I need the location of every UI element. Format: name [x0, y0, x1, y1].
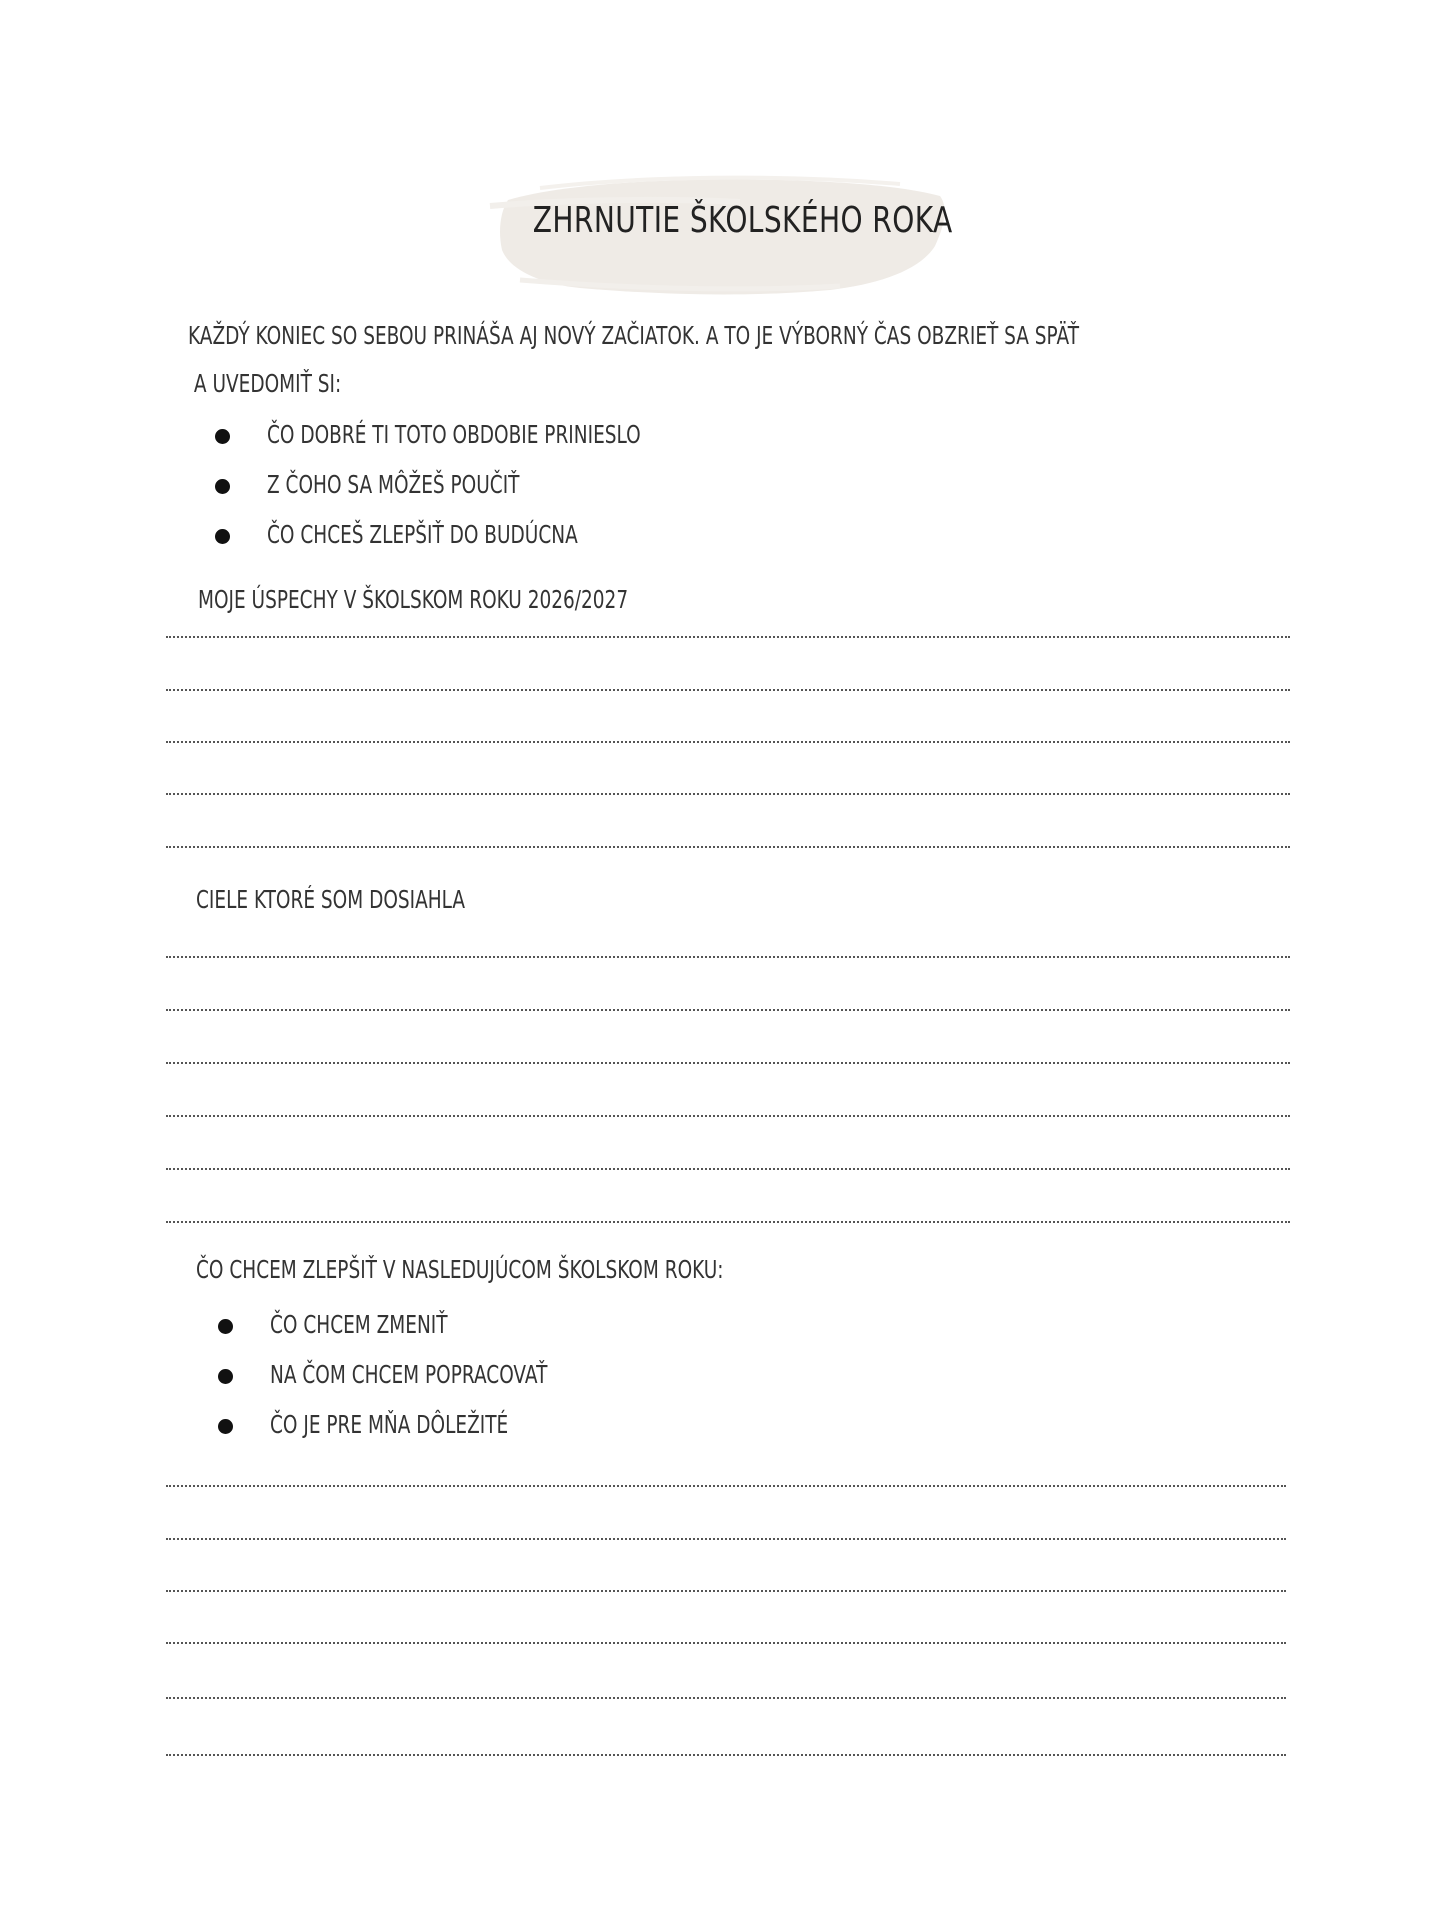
bullet-dot-icon [215, 529, 230, 544]
writing-line[interactable] [166, 636, 1290, 638]
writing-line[interactable] [166, 1009, 1290, 1011]
page-title: ZHRNUTIE ŠKOLSKÉHO ROKA [532, 200, 953, 241]
writing-line[interactable] [166, 1642, 1286, 1644]
section-label-achievements: MOJE ÚSPECHY V ŠKOLSKOM ROKU 2026/2027 [198, 585, 629, 614]
writing-line[interactable] [166, 1221, 1290, 1223]
bullet-dot-icon [218, 1419, 233, 1434]
intro-text [188, 312, 1392, 408]
writing-line[interactable] [166, 1538, 1286, 1540]
bullet-text: NA ČOM CHCEM POPRACOVAŤ [270, 1360, 548, 1389]
writing-line[interactable] [166, 689, 1290, 691]
writing-line[interactable] [166, 956, 1290, 958]
title-block [480, 160, 960, 310]
section-label-goals: CIELE KTORÉ SOM DOSIAHLA [196, 885, 466, 914]
writing-line[interactable] [166, 1115, 1290, 1117]
bullet-text: ČO DOBRÉ TI TOTO OBDOBIE PRINIESLO [267, 420, 641, 449]
bullet-text: ČO CHCEM ZMENIŤ [270, 1310, 448, 1339]
bullet-text: ČO JE PRE MŇA DÔLEŽITÉ [270, 1410, 509, 1439]
writing-line[interactable] [166, 1590, 1286, 1592]
bullet-text: ČO CHCEŠ ZLEPŠIŤ DO BUDÚCNA [267, 520, 578, 549]
writing-line[interactable] [166, 1697, 1286, 1699]
bullet-dot-icon [218, 1369, 233, 1384]
writing-line[interactable] [166, 1062, 1290, 1064]
intro-line-2: A UVEDOMIŤ SI: [193, 369, 342, 398]
bullet-dot-icon [218, 1319, 233, 1334]
writing-line[interactable] [166, 1754, 1286, 1756]
writing-line[interactable] [166, 741, 1290, 743]
writing-line[interactable] [166, 793, 1290, 795]
bullet-text: Z ČOHO SA MÔŽEŠ POUČIŤ [267, 470, 520, 499]
writing-line[interactable] [166, 1168, 1290, 1170]
bullet-dot-icon [215, 479, 230, 494]
section-label-improve: ČO CHCEM ZLEPŠIŤ V NASLEDUJÚCOM ŠKOLSKOM ROKU: [196, 1255, 724, 1284]
writing-line[interactable] [166, 1485, 1286, 1487]
bullet-dot-icon [215, 429, 230, 444]
writing-line[interactable] [166, 846, 1290, 848]
intro-line-1: KAŽDÝ KONIEC SO SEBOU PRINÁŠA AJ NOVÝ ZAČIATOK. A TO JE VÝBORNÝ ČAS OBZRIEŤ SA SPÄŤ [188, 321, 1080, 350]
